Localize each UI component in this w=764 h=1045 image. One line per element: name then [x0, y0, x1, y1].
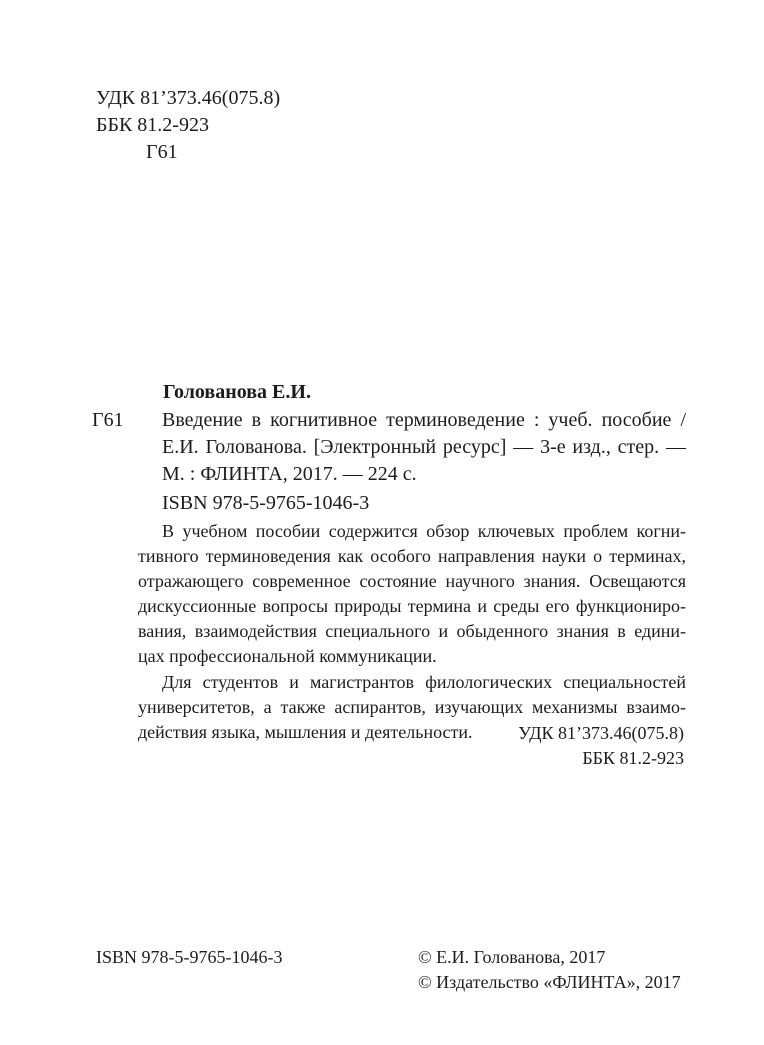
- annotation-line: отражающего современное состояние научного знания. Освещаются: [138, 571, 686, 591]
- annotation-line: действия языка, мышления и деятельности.: [138, 722, 473, 742]
- udk-code: УДК 81’373.46(075.8): [96, 87, 281, 109]
- bibliographic-line: Е.И. Голованова. [Электронный ресурс] — 3-е изд., стер. —: [162, 436, 686, 458]
- bibliographic-line: М. : ФЛИНТА, 2017. — 224 с.: [162, 463, 417, 485]
- author-name: Голованова Е.И.: [163, 381, 311, 403]
- annotation-line: университетов, а также аспирантов, изучающих механизмы взаимо-: [138, 697, 686, 717]
- annotation-line: Для студентов и магистрантов филологических специальностей: [162, 672, 686, 692]
- annotation-line: тивного терминоведения как особого направления науки о терминах,: [138, 546, 686, 566]
- isbn-footer: ISBN 978-5-9765-1046-3: [96, 947, 283, 967]
- annotation-line: В учебном пособии содержится обзор ключевых проблем когни-: [162, 521, 686, 541]
- isbn: ISBN 978-5-9765-1046-3: [162, 492, 370, 514]
- bibliographic-line: Введение в когнитивное терминоведение : учеб. пособие /: [162, 409, 686, 431]
- annotation-line: цах профессиональной коммуникации.: [138, 646, 437, 666]
- copyright-publisher: © Издательство «ФЛИНТА», 2017: [418, 972, 681, 992]
- author-mark-side: Г61: [92, 409, 124, 431]
- author-mark: Г61: [146, 141, 178, 163]
- udk-code-annotation: УДК 81’373.46(075.8): [518, 723, 684, 743]
- annotation-line: вания, взаимодействия специального и обыденного знания в едини-: [138, 621, 686, 641]
- bbk-code-annotation: ББК 81.2-923: [582, 748, 684, 768]
- copyright-author: © Е.И. Голованова, 2017: [418, 947, 606, 967]
- annotation-line: дискуссионные вопросы природы термина и среды его функционирo-: [138, 596, 686, 616]
- bbk-code: ББК 81.2-923: [96, 114, 209, 136]
